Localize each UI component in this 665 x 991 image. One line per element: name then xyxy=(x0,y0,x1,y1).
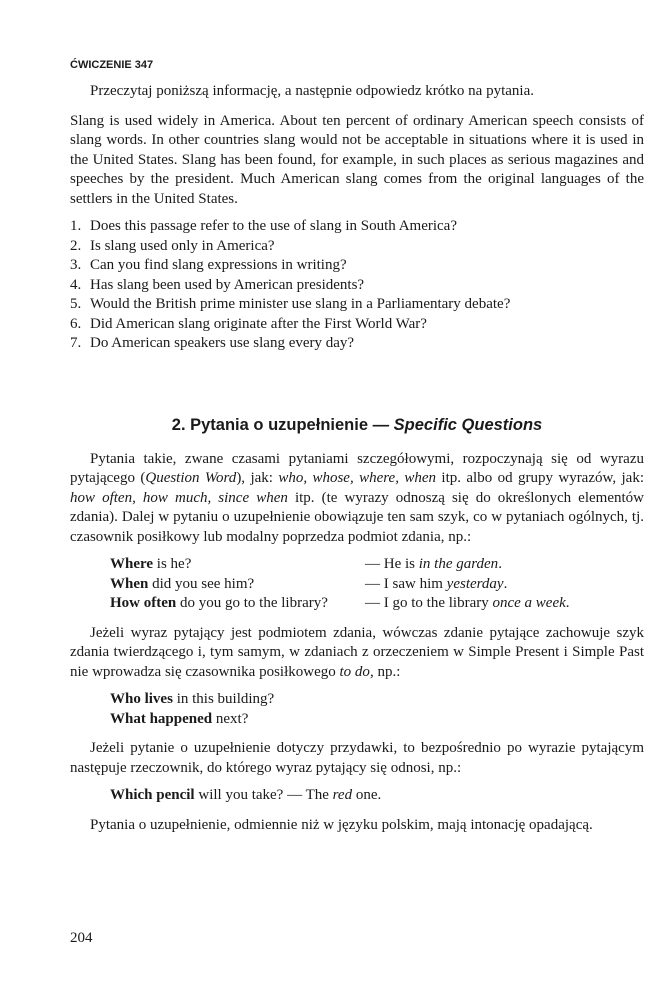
subject-question-paragraph: Jeżeli wyraz pytający jest podmiotem zdania, wówczas zdanie pytające zachowuje szyk zdania twierdzącego i, tym samym, w zdaniach z orzeczeniem w Simple Present i Simple Past nie wprowadza się czasownika posiłkowego to do, np.: xyxy=(70,624,644,680)
example-row: Where is he? — He is in the garden. xyxy=(110,556,502,572)
example-row: How often do you go to the library? — I go to the library once a week. xyxy=(110,595,570,611)
example-row: Which pencil will you take? — The red one. xyxy=(110,787,382,803)
example-block xyxy=(110,690,644,729)
slang-passage: Slang is used widely in America. About ten percent of ordinary American speech consists of slang words. In other countries slang would not be acceptable in situations where it is used in the United States. Slang has been found, for example, in such places as serious magazines and speeches by the president. Much American slang comes from the original languages of the settlers in the United States. xyxy=(70,112,644,207)
question-list xyxy=(70,217,644,354)
list-item: 1. Does this passage refer to the use of slang in South America? xyxy=(70,218,457,234)
list-item: 6. Did American slang originate after the First World War? xyxy=(70,315,427,332)
example-row: When did you see him? — I saw him yesterday. xyxy=(110,575,508,592)
attribute-question-paragraph: Jeżeli pytanie o uzupełnienie dotyczy przydawki, to bezpośrednio po wyrazie pytającym następuje rzeczownik, do którego wyraz pytający się odnosi, np.: xyxy=(70,740,644,776)
list-item: 4. Has slang been used by American presidents? xyxy=(70,276,365,293)
example-block xyxy=(110,555,644,614)
section-title: 2. Pytania o uzupełnienie — Specific Questions xyxy=(171,415,543,434)
list-item: 2. Is slang used only in America? xyxy=(70,237,275,254)
list-item: 3. Can you find slang expressions in writing? xyxy=(70,257,347,273)
question-words-paragraph: Pytania takie, zwane czasami pytaniami szczegółowymi, rozpoczynają się od wyrazu pytającego (Question Word), jak: who, whose, where, when itp. albo od grupy wyrazów, jak: how often, how much, since when itp. (te wyrazy odnoszą się do określonych elementów zdania). Dalej w pytaniu o uzupełnienie obowiązuje ten sam szyk, co w pytaniach ogólnych, tj. czasownik posiłkowy lub modalny poprzedza podmiot zdania, np.: xyxy=(70,450,644,545)
example-row: Who lives in this building? xyxy=(110,691,275,707)
page-content xyxy=(70,58,644,843)
list-item: 5. Would the British prime minister use slang in a Parliamentary debate? xyxy=(70,296,511,312)
exercise-heading: ĆWICZENIE 347 xyxy=(70,59,154,71)
list-item: 7. Do American speakers use slang every day? xyxy=(70,335,355,351)
page-number: 204 xyxy=(70,930,93,946)
example-row: What happened next? xyxy=(110,710,249,727)
exercise-instruction: Przeczytaj poniższą informację, a następnie odpowiedz krótko na pytania. xyxy=(90,83,534,99)
intonation-paragraph: Pytania o uzupełnienie, odmiennie niż w języku polskim, mają intonację opadającą. xyxy=(90,816,593,833)
example-block xyxy=(110,786,644,806)
